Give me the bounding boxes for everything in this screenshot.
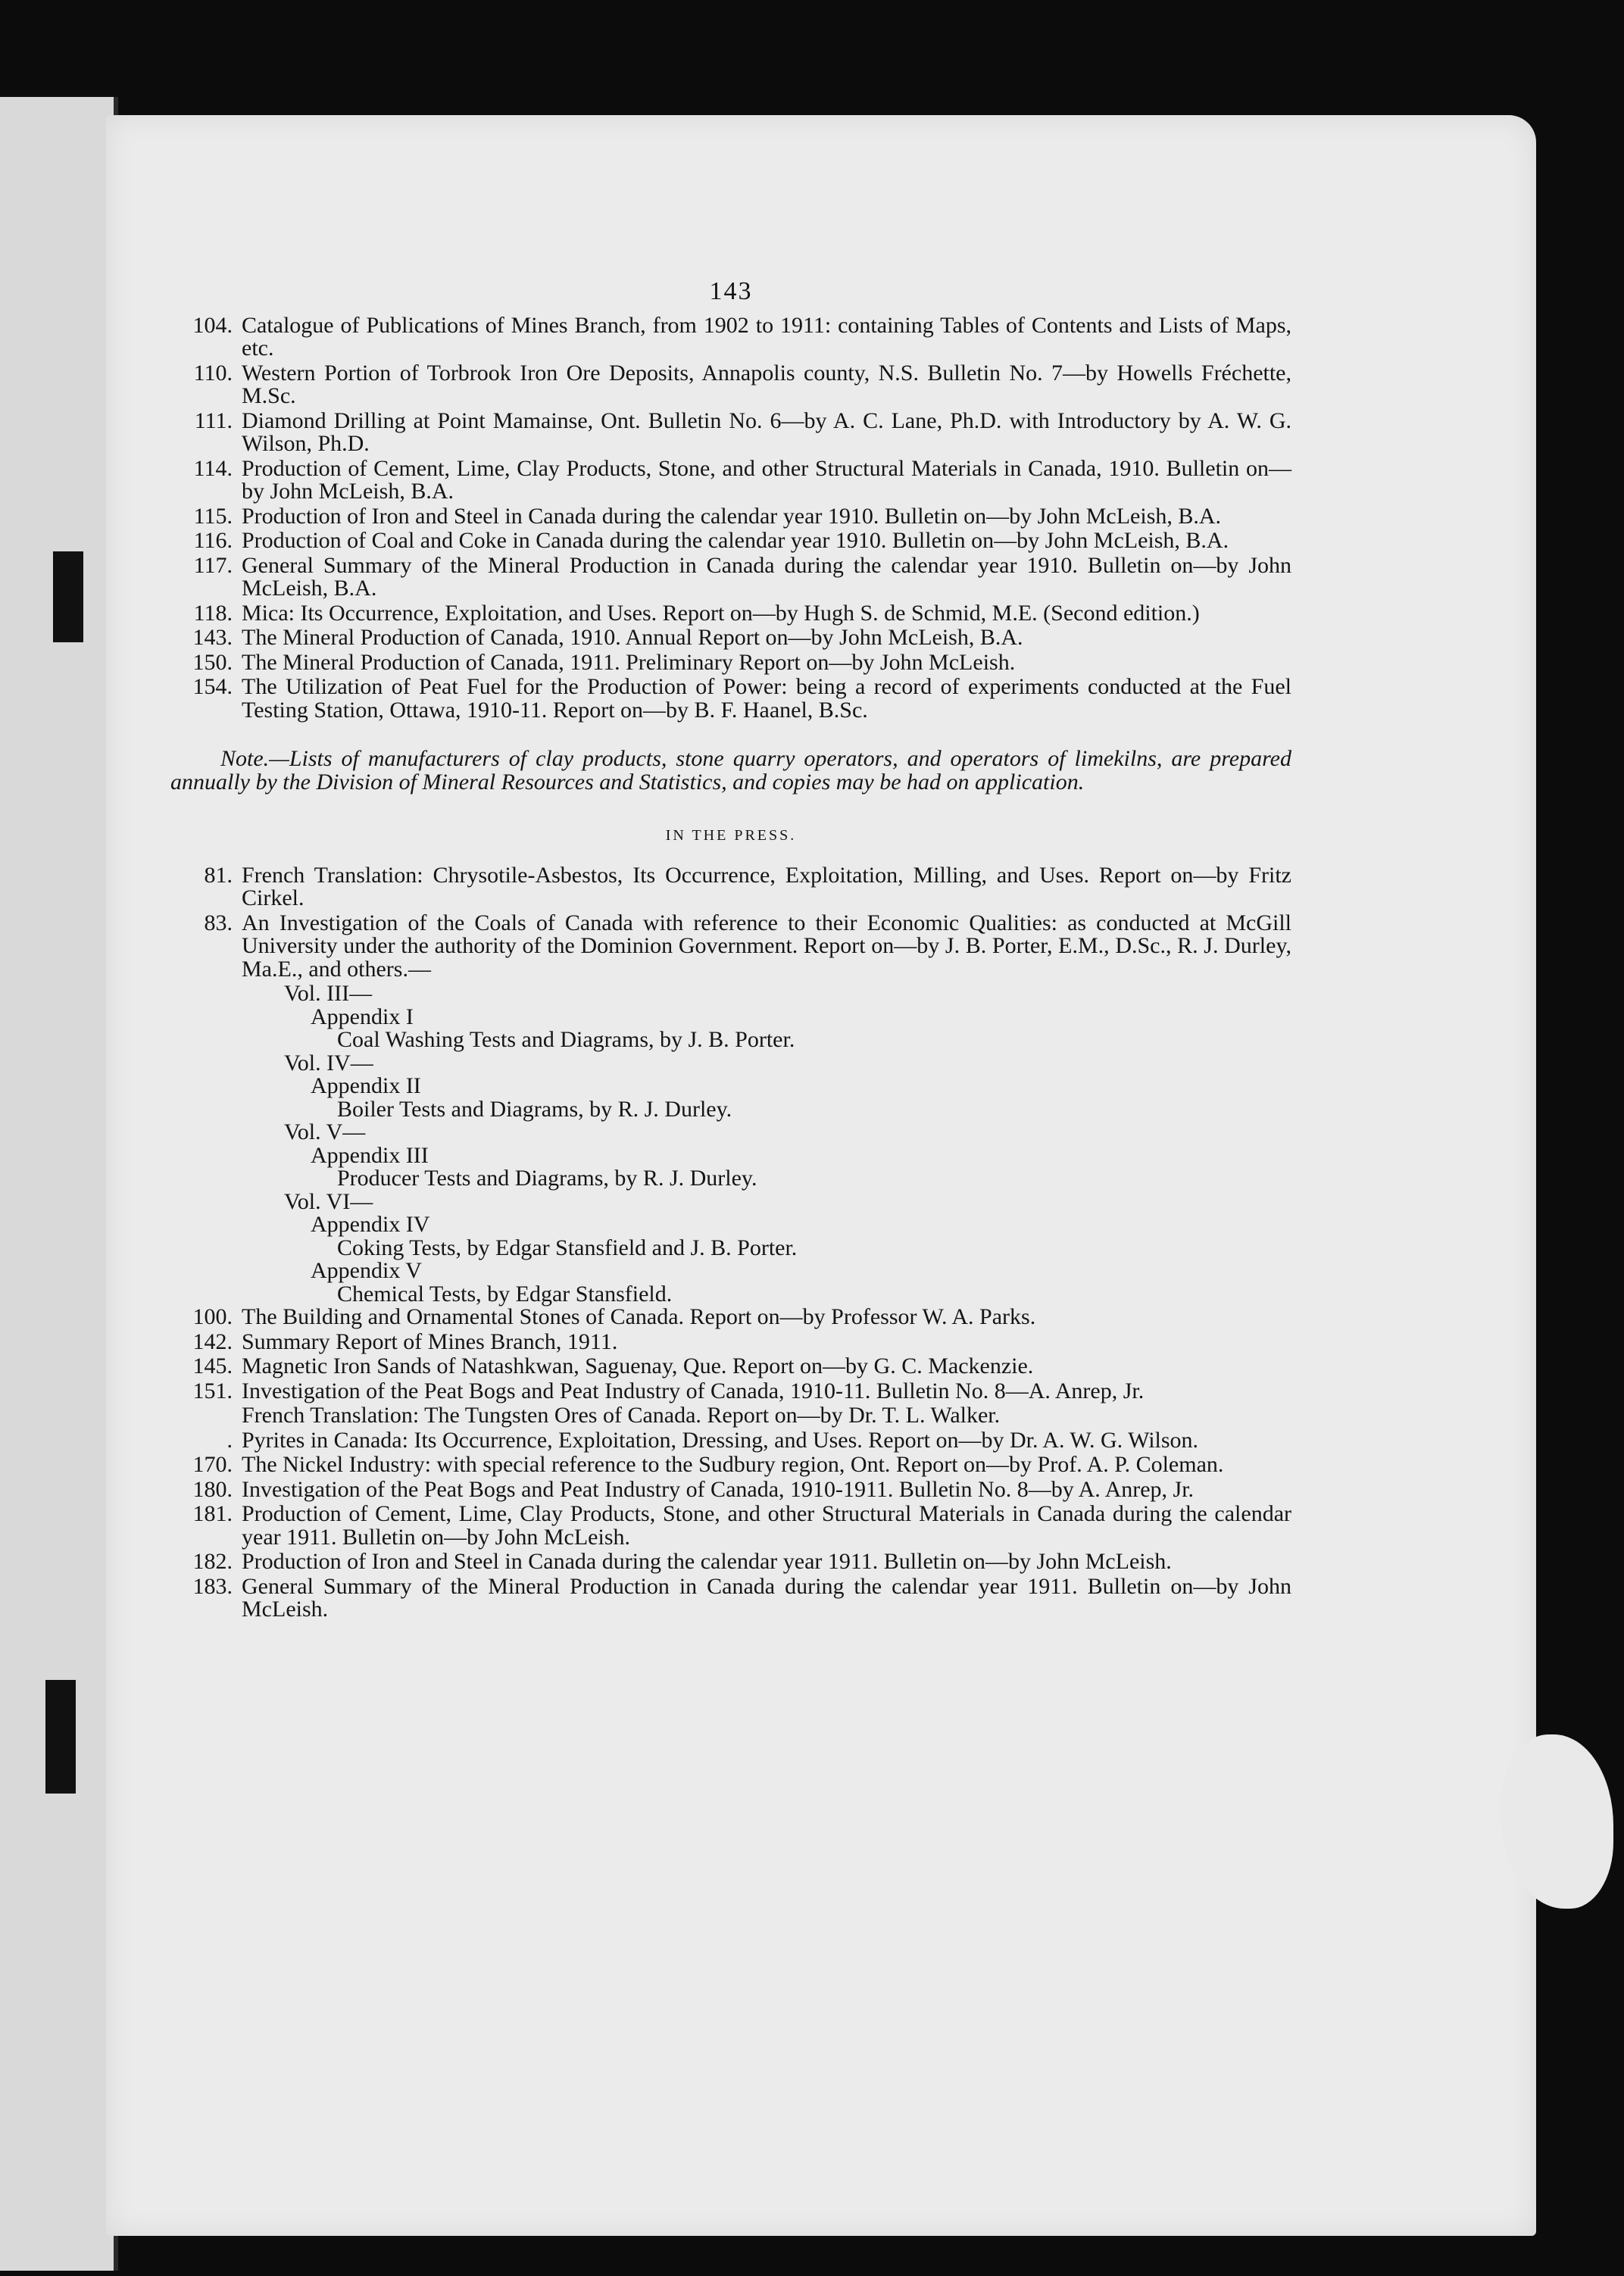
entry-text: Mica: Its Occurrence, Exploitation, and Uses. Report on—by Hugh S. de Schmid, M.E. (Second edition.) (242, 600, 1200, 626)
entry-number: 114. (193, 455, 233, 481)
list-item (170, 1453, 1291, 1477)
entry-number: 115. (193, 503, 233, 529)
entry-text: French Translation: Chrysotile-Asbestos, Its Occurrence, Exploitation, Milling, and Uses. Report on—by Fritz Cirkel. (242, 862, 1291, 910)
volume-heading: Vol. III— (284, 981, 373, 1006)
list-item (170, 1503, 1291, 1549)
entry-text: Summary Report of Mines Branch, 1911. (242, 1328, 618, 1354)
ink-fleck (53, 551, 83, 642)
section-heading-in-press: IN THE PRESS. (665, 827, 797, 844)
entry-number (170, 1404, 242, 1428)
entry-number: 142. (192, 1328, 233, 1354)
list-item (170, 1478, 1291, 1502)
list-item (170, 1328, 1291, 1354)
entry-text: French Translation: The Tungsten Ores of Canada. Report on—by Dr. T. L. Walker. (242, 1403, 1001, 1428)
entry-number: 151. (192, 1378, 233, 1403)
list-item (170, 912, 1291, 982)
entry-number: 104. (192, 312, 233, 338)
entry-text: An Investigation of the Coals of Canada with reference to their Economic Qualities: as conducted at McGill University under the authority of the Dominion Government. Report on—by J. B. Porter, E.M., D.Sc., R. J. Durley, Ma.E., and others.— (242, 910, 1291, 982)
appendix-title: Coal Washing Tests and Diagrams, by J. B. Porter. (337, 1027, 795, 1052)
entry-text: Pyrites in Canada: Its Occurrence, Exploitation, Dressing, and Uses. Report on—by Dr. A. W. G. Wilson. (242, 1427, 1199, 1453)
entry-text: Diamond Drilling at Point Mamainse, Ont. Bulletin No. 6—by A. C. Lane, Ph.D. with Introductory by A. W. G. Wilson, Ph.D. (242, 407, 1291, 456)
list-item (170, 602, 1291, 626)
entry-text: Production of Iron and Steel in Canada during the calendar year 1911. Bulletin on—by John McLeish. (242, 1549, 1172, 1574)
entry-text: Production of Cement, Lime, Clay Products, Stone, and other Structural Materials in Canada, 1910. Bulletin on—by John McLeish, B.A. (242, 455, 1291, 504)
entry-number: 118. (193, 600, 233, 626)
list-item (170, 864, 1291, 910)
entry-number: 143. (192, 625, 233, 650)
list-item (170, 1306, 1291, 1329)
appendix-heading: Appendix V (311, 1258, 422, 1283)
entry-text: Magnetic Iron Sands of Natashkwan, Saguenay, Que. Report on—by G. C. Mackenzie. (242, 1353, 1034, 1378)
entry-text: The Nickel Industry: with special reference to the Sudbury region, Ont. Report on—by Prof. A. P. Coleman. (242, 1452, 1224, 1477)
entry-number: 182. (192, 1549, 233, 1574)
entry-text: Investigation of the Peat Bogs and Peat Industry of Canada, 1910-11. Bulletin No. 8—A. Anrep, Jr. (242, 1378, 1145, 1403)
list-item (170, 457, 1291, 504)
entry-number: 81. (204, 862, 233, 888)
facing-page-edge (0, 97, 118, 2271)
entry-text: Catalogue of Publications of Mines Branch, from 1902 to 1911: containing Tables of Contents and Lists of Maps, etc. (242, 312, 1291, 361)
entry-text: Production of Iron and Steel in Canada during the calendar year 1910. Bulletin on—by John McLeish, B.A. (242, 503, 1222, 529)
list-item (170, 505, 1291, 529)
entry-text: The Utilization of Peat Fuel for the Production of Power: being a record of experiments conducted at the Fuel Testing Station, Ottawa, 1910-11. Report on—by B. F. Haanel, B.Sc. (242, 674, 1291, 723)
entry-text: Production of Cement, Lime, Clay Products, Stone, and other Structural Materials in Canada during the calendar year 1911. Bulletin on—by John McLeish. (242, 1501, 1291, 1550)
list-item (170, 1575, 1291, 1622)
entry-number: 111. (194, 407, 233, 433)
list-item (170, 1429, 1291, 1453)
entry-number: 117. (193, 552, 233, 578)
volume-heading: Vol. VI— (284, 1188, 373, 1214)
list-item (170, 529, 1291, 553)
entry-text: Investigation of the Peat Bogs and Peat Industry of Canada, 1910-1911. Bulletin No. 8—by A. Anrep, Jr. (242, 1476, 1195, 1502)
entry-text: The Mineral Production of Canada, 1911. Preliminary Report on—by John McLeish. (242, 649, 1016, 675)
appendix-heading: Appendix III (311, 1142, 429, 1168)
volume-heading: Vol. V— (284, 1119, 366, 1144)
list-item (170, 1355, 1291, 1378)
entry-number: 145. (192, 1353, 233, 1378)
appendix-title: Chemical Tests, by Edgar Stansfield. (337, 1281, 673, 1307)
entry-number: 83. (204, 910, 233, 935)
list-item (170, 626, 1291, 650)
entry-number: 181. (192, 1501, 233, 1526)
entry-number: 154. (192, 674, 233, 699)
appendix-heading: Appendix IV (311, 1212, 430, 1237)
press-list-continued (170, 1306, 1291, 1622)
entry-text: The Building and Ornamental Stones of Canada. Report on—by Professor W. A. Parks. (242, 1304, 1036, 1329)
entry-number: . (226, 1427, 233, 1453)
ink-fleck (45, 1680, 76, 1794)
entry-number: 150. (192, 649, 233, 675)
list-item (170, 1550, 1291, 1574)
entry-number: 116. (193, 528, 233, 553)
appendix-title: Coking Tests, by Edgar Stansfield and J. B. Porter. (337, 1235, 798, 1260)
entry-number: 180. (192, 1476, 233, 1502)
list-item (170, 676, 1291, 722)
list-item (170, 1404, 1291, 1428)
entry-number: 110. (193, 360, 233, 386)
entry-text: General Summary of the Mineral Production in Canada during the calendar year 1910. Bulletin on—by John McLeish, B.A. (242, 552, 1291, 601)
entry-text: The Mineral Production of Canada, 1910. Annual Report on—by John McLeish, B.A. (242, 625, 1023, 650)
entry-number: 100. (192, 1304, 233, 1329)
entry-text: Western Portion of Torbrook Iron Ore Deposits, Annapolis county, N.S. Bulletin No. 7—by Howells Fréchette, M.Sc. (242, 360, 1291, 408)
entry-number: 170. (192, 1452, 233, 1477)
volume-list (170, 982, 1291, 1306)
list-item (170, 362, 1291, 408)
page-number: 143 (709, 277, 753, 305)
press-list (170, 864, 1291, 982)
volume-heading: Vol. IV— (284, 1050, 373, 1076)
entry-number: 183. (192, 1573, 233, 1599)
list-item (170, 1380, 1291, 1403)
appendix-heading: Appendix I (311, 1004, 414, 1029)
appendix-title: Boiler Tests and Diagrams, by R. J. Durley. (337, 1096, 732, 1122)
list-item (170, 314, 1291, 361)
appendix-heading: Appendix II (311, 1073, 421, 1098)
list-item (170, 554, 1291, 601)
list-item (170, 651, 1291, 675)
list-item (170, 407, 1291, 456)
appendix-title: Producer Tests and Diagrams, by R. J. Durley. (337, 1166, 757, 1191)
note-paragraph: Note.—Lists of manufacturers of clay products, stone quarry operators, and operators of limekilns, are prepared annually by the Division of Mineral Resources and Statistics, and copies may be had on application. (170, 746, 1291, 795)
entry-text: Production of Coal and Coke in Canada during the calendar year 1910. Bulletin on—by John McLeish, B.A. (242, 528, 1229, 553)
page-content (170, 277, 1291, 1623)
publication-list (170, 314, 1291, 723)
entry-text: General Summary of the Mineral Production in Canada during the calendar year 1911. Bulletin on—by John McLeish. (242, 1573, 1291, 1622)
